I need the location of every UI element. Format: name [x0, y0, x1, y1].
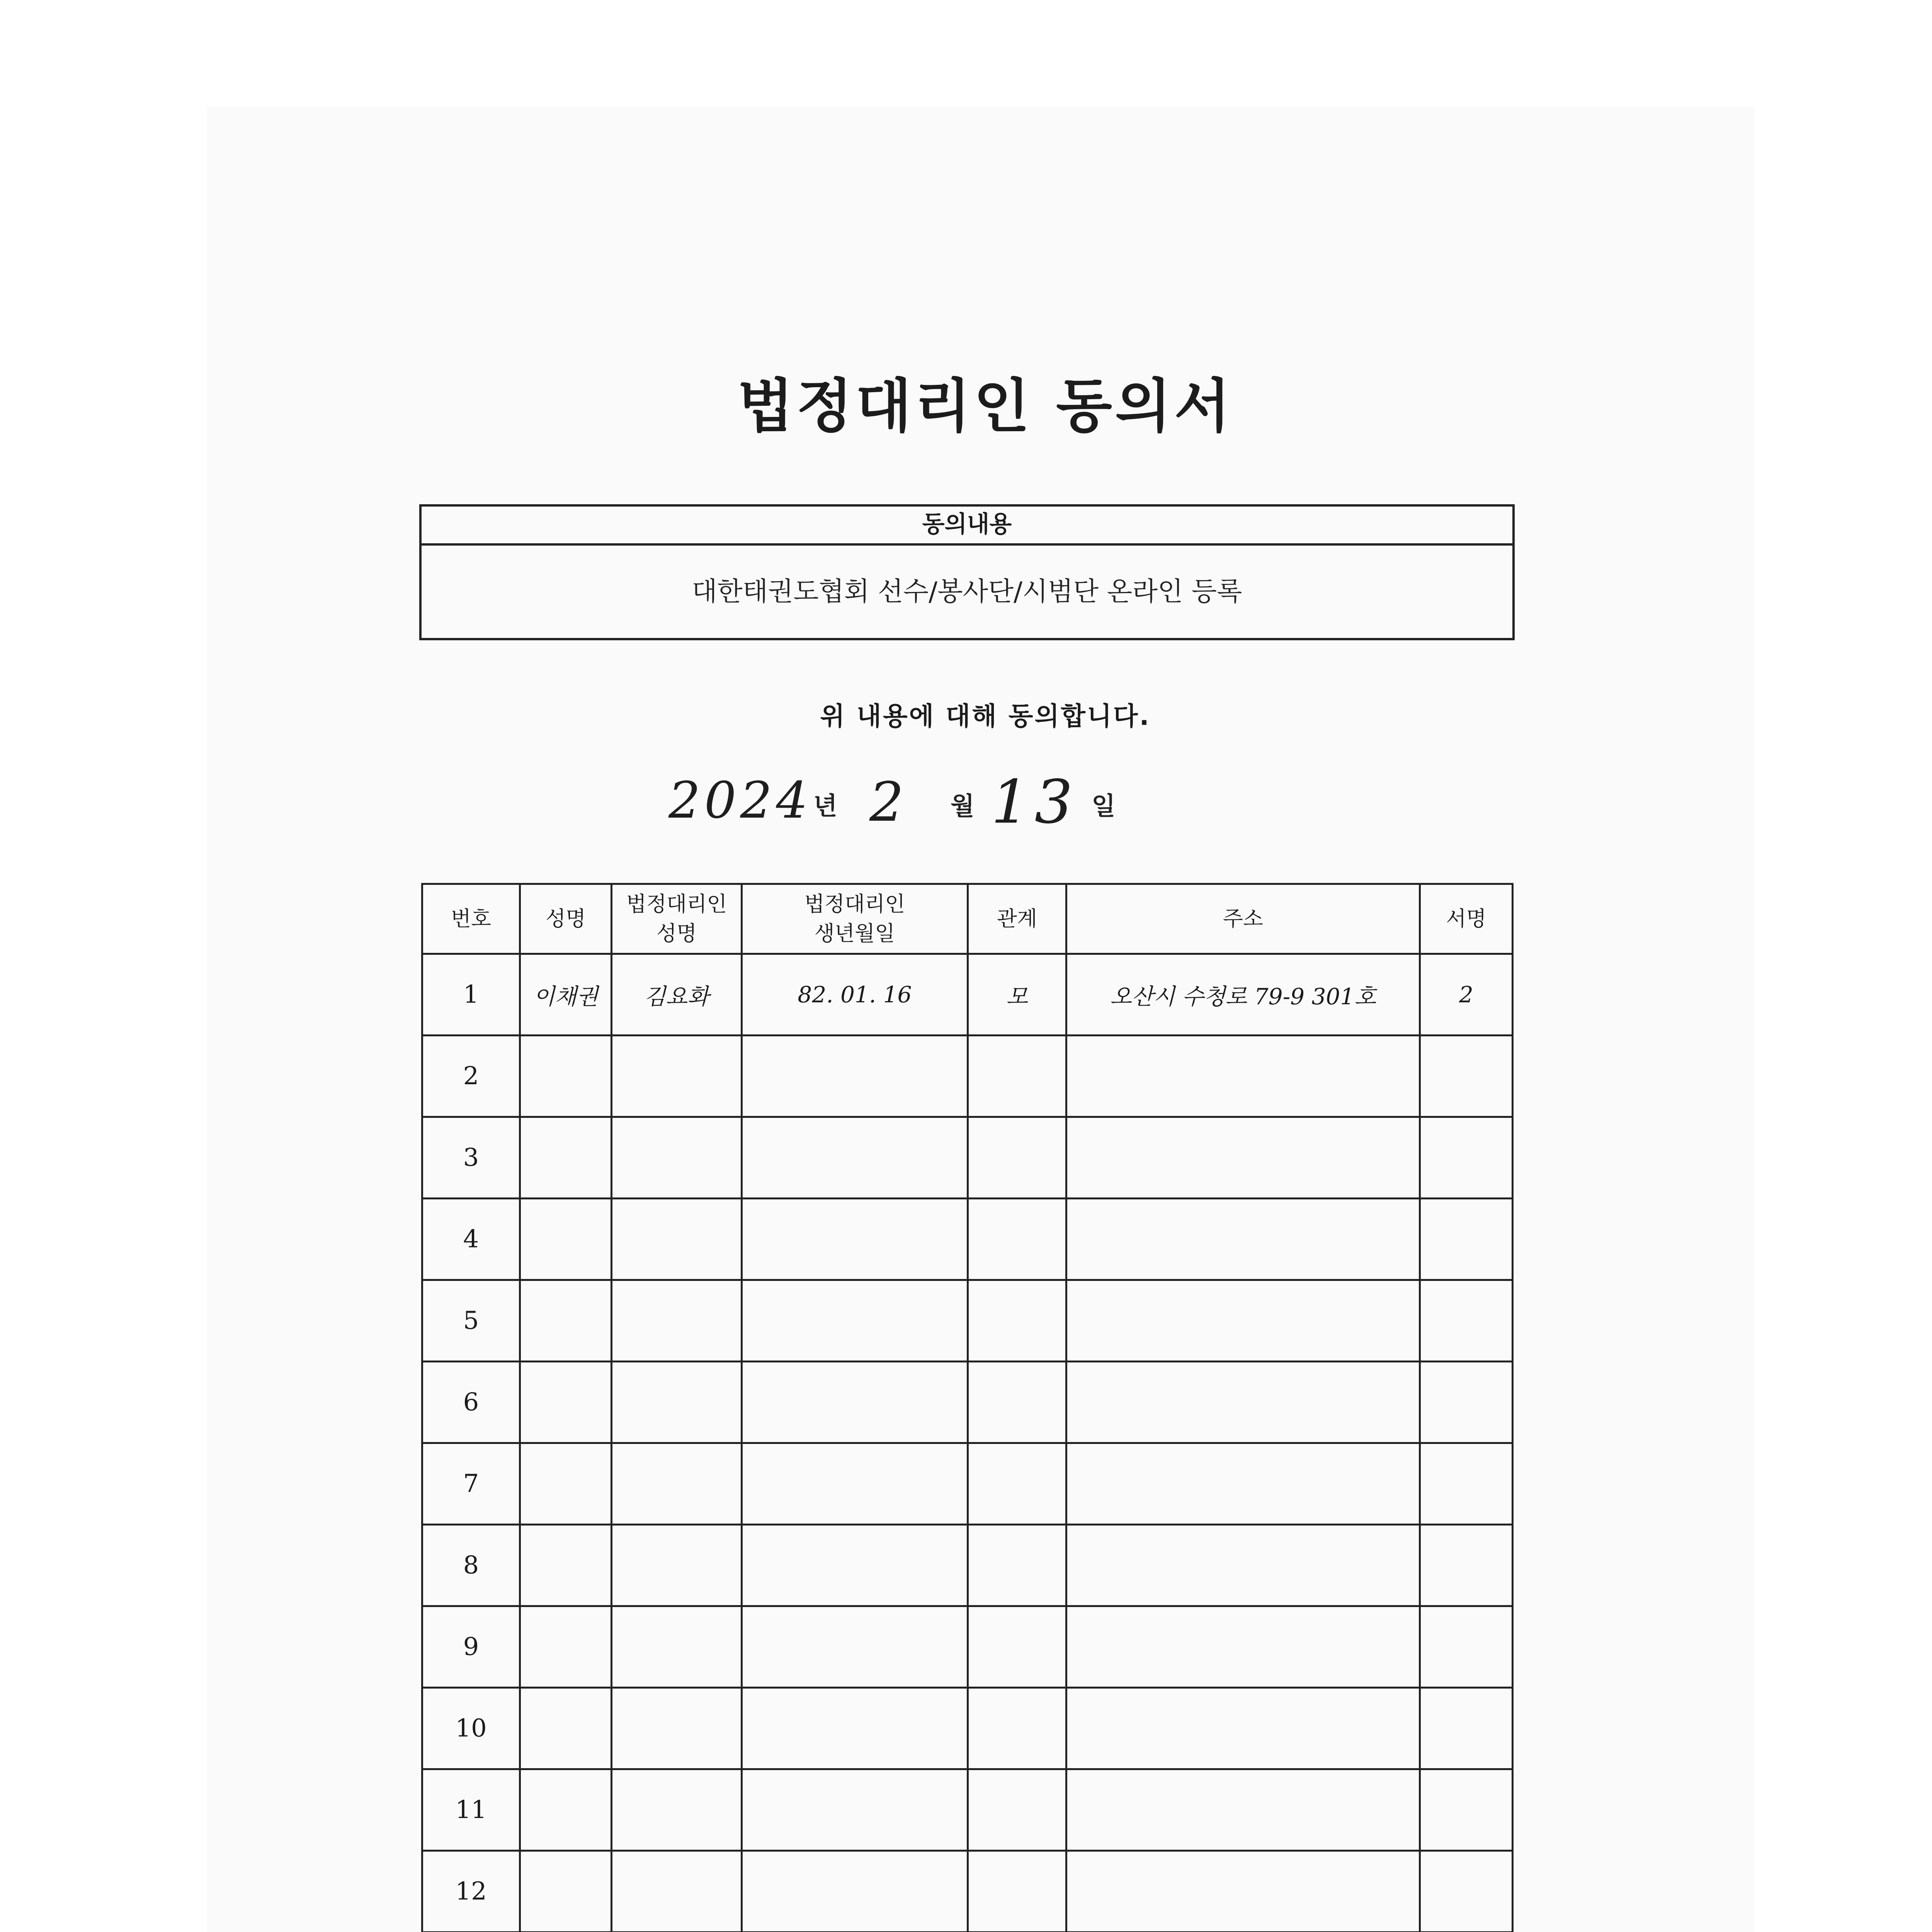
- table-row: [422, 1851, 1513, 1932]
- cell-no: 8: [422, 1525, 520, 1606]
- cell-guardian-name: [612, 1688, 742, 1769]
- cell-guardian-name: [612, 1769, 742, 1851]
- cell-guardian-birth: [742, 1117, 968, 1199]
- date-day-label: 일: [1092, 792, 1116, 821]
- header-relation: 관계: [968, 884, 1066, 954]
- table-row: [422, 1117, 1513, 1199]
- cell-guardian-birth: [742, 1851, 968, 1932]
- cell-guardian-name: [612, 1199, 742, 1280]
- cell-no: 5: [422, 1280, 520, 1362]
- date-year-label: 년: [813, 792, 837, 821]
- cell-relation: [968, 1362, 1066, 1443]
- cell-name: [520, 1851, 612, 1932]
- cell-relation: [968, 1688, 1066, 1769]
- header-guardian-name-line1: 법정대리인: [626, 892, 727, 917]
- table-row: [422, 1688, 1513, 1769]
- header-guardian-birth-line2: 생년월일: [814, 921, 895, 946]
- cell-guardian-name: [612, 1362, 742, 1443]
- cell-no: 7: [422, 1443, 520, 1525]
- header-signature: 서명: [1420, 884, 1513, 954]
- cell-name: [520, 1688, 612, 1769]
- consent-box: [419, 504, 1515, 640]
- registration-table: [421, 883, 1514, 1932]
- cell-guardian-birth: [742, 1280, 968, 1362]
- cell-address: 오산시 수청로 79-9 301호: [1066, 954, 1420, 1036]
- cell-name: [520, 1036, 612, 1117]
- cell-relation: [968, 1525, 1066, 1606]
- table-row: [422, 1199, 1513, 1280]
- date-day-handwritten: 13: [991, 767, 1078, 837]
- header-address: 주소: [1066, 884, 1420, 954]
- cell-relation: [968, 1280, 1066, 1362]
- table-row: [422, 1362, 1513, 1443]
- table-row: [422, 1280, 1513, 1362]
- header-guardian-name: [612, 884, 742, 954]
- cell-guardian-name: [612, 1443, 742, 1525]
- cell-name: [520, 1362, 612, 1443]
- consent-header: 동의내용: [422, 507, 1512, 546]
- cell-guardian-birth: [742, 1443, 968, 1525]
- cell-address: [1066, 1362, 1420, 1443]
- cell-signature: [1420, 1362, 1513, 1443]
- cell-address: [1066, 1036, 1420, 1117]
- agreement-statement: 위 내용에 대해 동의합니다.: [820, 701, 1151, 731]
- table-row: [422, 1525, 1513, 1606]
- cell-no: 4: [422, 1199, 520, 1280]
- cell-no: 12: [422, 1851, 520, 1932]
- cell-no: 2: [422, 1036, 520, 1117]
- table-row: [422, 1769, 1513, 1851]
- cell-relation: [968, 1036, 1066, 1117]
- table-body: [422, 954, 1513, 1932]
- cell-relation: 모: [968, 954, 1066, 1036]
- table-row: [422, 1443, 1513, 1525]
- cell-guardian-name: [612, 1525, 742, 1606]
- header-guardian-birth: [742, 884, 968, 954]
- cell-name: [520, 1525, 612, 1606]
- date-month-label: 월: [951, 792, 975, 821]
- cell-address: [1066, 1851, 1420, 1932]
- header-guardian-birth-line1: 법정대리인: [804, 892, 905, 917]
- cell-address: [1066, 1525, 1420, 1606]
- cell-guardian-birth: [742, 1688, 968, 1769]
- cell-signature: [1420, 1199, 1513, 1280]
- cell-no: 10: [422, 1688, 520, 1769]
- cell-signature: [1420, 1443, 1513, 1525]
- cell-address: [1066, 1280, 1420, 1362]
- cell-guardian-birth: [742, 1036, 968, 1117]
- cell-guardian-name: [612, 1117, 742, 1199]
- table-header-row: [422, 884, 1513, 954]
- header-no: 번호: [422, 884, 520, 954]
- cell-relation: [968, 1769, 1066, 1851]
- cell-no: 3: [422, 1117, 520, 1199]
- cell-signature: [1420, 1769, 1513, 1851]
- cell-guardian-name: [612, 1280, 742, 1362]
- cell-no: 6: [422, 1362, 520, 1443]
- cell-no: 11: [422, 1769, 520, 1851]
- cell-name: [520, 1280, 612, 1362]
- document-title: 법정대리인 동의서: [737, 373, 1233, 440]
- cell-signature: [1420, 1851, 1513, 1932]
- cell-guardian-birth: [742, 1362, 968, 1443]
- cell-signature: [1420, 1688, 1513, 1769]
- cell-address: [1066, 1606, 1420, 1688]
- header-name: 성명: [520, 884, 612, 954]
- cell-guardian-birth: [742, 1769, 968, 1851]
- date-month-handwritten: 2: [869, 771, 904, 834]
- cell-relation: [968, 1606, 1066, 1688]
- cell-address: [1066, 1199, 1420, 1280]
- cell-signature: [1420, 1280, 1513, 1362]
- consent-content: 대한태권도협회 선수/봉사단/시범단 온라인 등록: [692, 577, 1242, 607]
- header-guardian-name-line2: 성명: [656, 921, 697, 946]
- cell-guardian-name: 김요화: [612, 954, 742, 1036]
- cell-relation: [968, 1199, 1066, 1280]
- cell-name: [520, 1443, 612, 1525]
- cell-name: 이채권: [520, 954, 612, 1036]
- cell-relation: [968, 1117, 1066, 1199]
- cell-no: 9: [422, 1606, 520, 1688]
- cell-signature: [1420, 1117, 1513, 1199]
- cell-address: [1066, 1688, 1420, 1769]
- cell-name: [520, 1117, 612, 1199]
- cell-name: [520, 1199, 612, 1280]
- cell-signature: 2: [1420, 954, 1513, 1036]
- cell-name: [520, 1606, 612, 1688]
- cell-guardian-birth: [742, 1525, 968, 1606]
- cell-signature: [1420, 1606, 1513, 1688]
- date-year-handwritten: 2024: [668, 771, 812, 830]
- table-row: [422, 1036, 1513, 1117]
- cell-address: [1066, 1117, 1420, 1199]
- cell-signature: [1420, 1525, 1513, 1606]
- cell-address: [1066, 1443, 1420, 1525]
- cell-relation: [968, 1443, 1066, 1525]
- table-row: [422, 954, 1513, 1036]
- table-row: [422, 1606, 1513, 1688]
- cell-address: [1066, 1769, 1420, 1851]
- cell-guardian-name: [612, 1851, 742, 1932]
- cell-guardian-birth: [742, 1606, 968, 1688]
- cell-guardian-birth: [742, 1199, 968, 1280]
- cell-guardian-name: [612, 1606, 742, 1688]
- cell-name: [520, 1769, 612, 1851]
- cell-no: 1: [422, 954, 520, 1036]
- cell-guardian-name: [612, 1036, 742, 1117]
- cell-signature: [1420, 1036, 1513, 1117]
- cell-guardian-birth: 82. 01. 16: [742, 954, 968, 1036]
- cell-relation: [968, 1851, 1066, 1932]
